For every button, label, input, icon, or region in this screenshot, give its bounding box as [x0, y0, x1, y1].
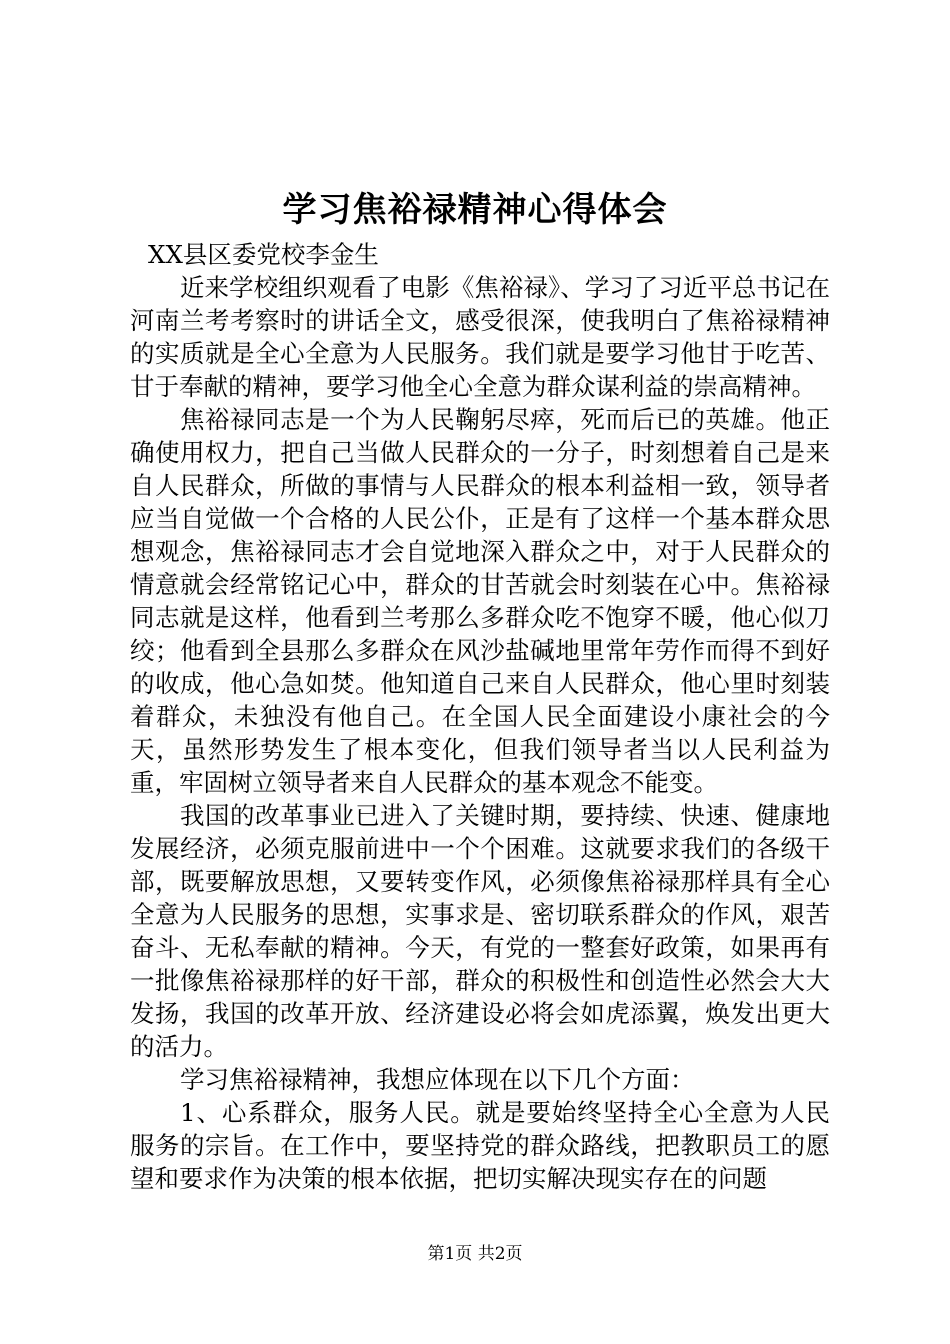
page-footer: 第1页 共2页 [427, 1244, 523, 1264]
paragraph: 1、心系群众，服务人民。就是要始终坚持全心全意为人民服务的宗旨。在工作中，要坚持党的群众路线，把教职员工的愿望和要求作为决策的根本依据，把切实解决现实存在的问题 [130, 1098, 830, 1193]
paragraph: 焦裕禄同志是一个为人民鞠躬尽瘁，死而后已的英雄。他正确使用权力，把自己当做人民群众的一分子，时刻想着自己是来自人民群众，所做的事情与人民群众的根本利益相一致，领导者应当自觉做一个合格的人民公仆，正是有了这样一个基本群众思想观念，焦裕禄同志才会自觉地深入群众之中，对于人民群众的情意就会经常铭记心中，群众的甘苦就会时刻装在心中。焦裕禄同志就是这样，他看到兰考那么多群众吃不饱穿不暖，他心似刀绞；他看到全县那么多群众在风沙盐碱地里常年劳作而得不到好的收成，他心急如焚。他知道自己来自人民群众，他心里时刻装着群众，未独没有他自己。在全国人民全面建设小康社会的今天，虽然形势发生了根本变化，但我们领导者当以人民利益为重，牢固树立领导者来自人民群众的基本观念不能变。 [130, 405, 830, 797]
author-line: XX县区委党校李金生 [148, 240, 379, 269]
paragraph: 我国的改革事业已进入了关键时期，要持续、快速、健康地发展经济，必须克服前进中一个个困难。这就要求我们的各级干部，既要解放思想，又要转变作风，必须像焦裕禄那样具有全心全意为人民服务的思想，实事求是、密切联系群众的作风，艰苦奋斗、无私奉献的精神。今天，有党的一整套好政策，如果再有一批像焦裕禄那样的好干部，群众的积极性和创造性必然会大大发扬，我国的改革开放、经济建设必将会如虎添翼，焕发出更大的活力。 [130, 801, 830, 1061]
paragraph: 学习焦裕禄精神，我想应体现在以下几个方面： [180, 1065, 695, 1094]
document-body [130, 238, 830, 1195]
document-title: 学习焦裕禄精神心得体会 [282, 190, 668, 230]
paragraph: 近来学校组织观看了电影《焦裕禄》、学习了习近平总书记在河南兰考考察时的讲话全文，感受很深，使我明白了焦裕禄精神的实质就是全心全意为人民服务。我们就是要学习他甘于吃苦、甘于奉献的精神，要学习他全心全意为群众谋利益的崇高精神。 [130, 273, 830, 401]
